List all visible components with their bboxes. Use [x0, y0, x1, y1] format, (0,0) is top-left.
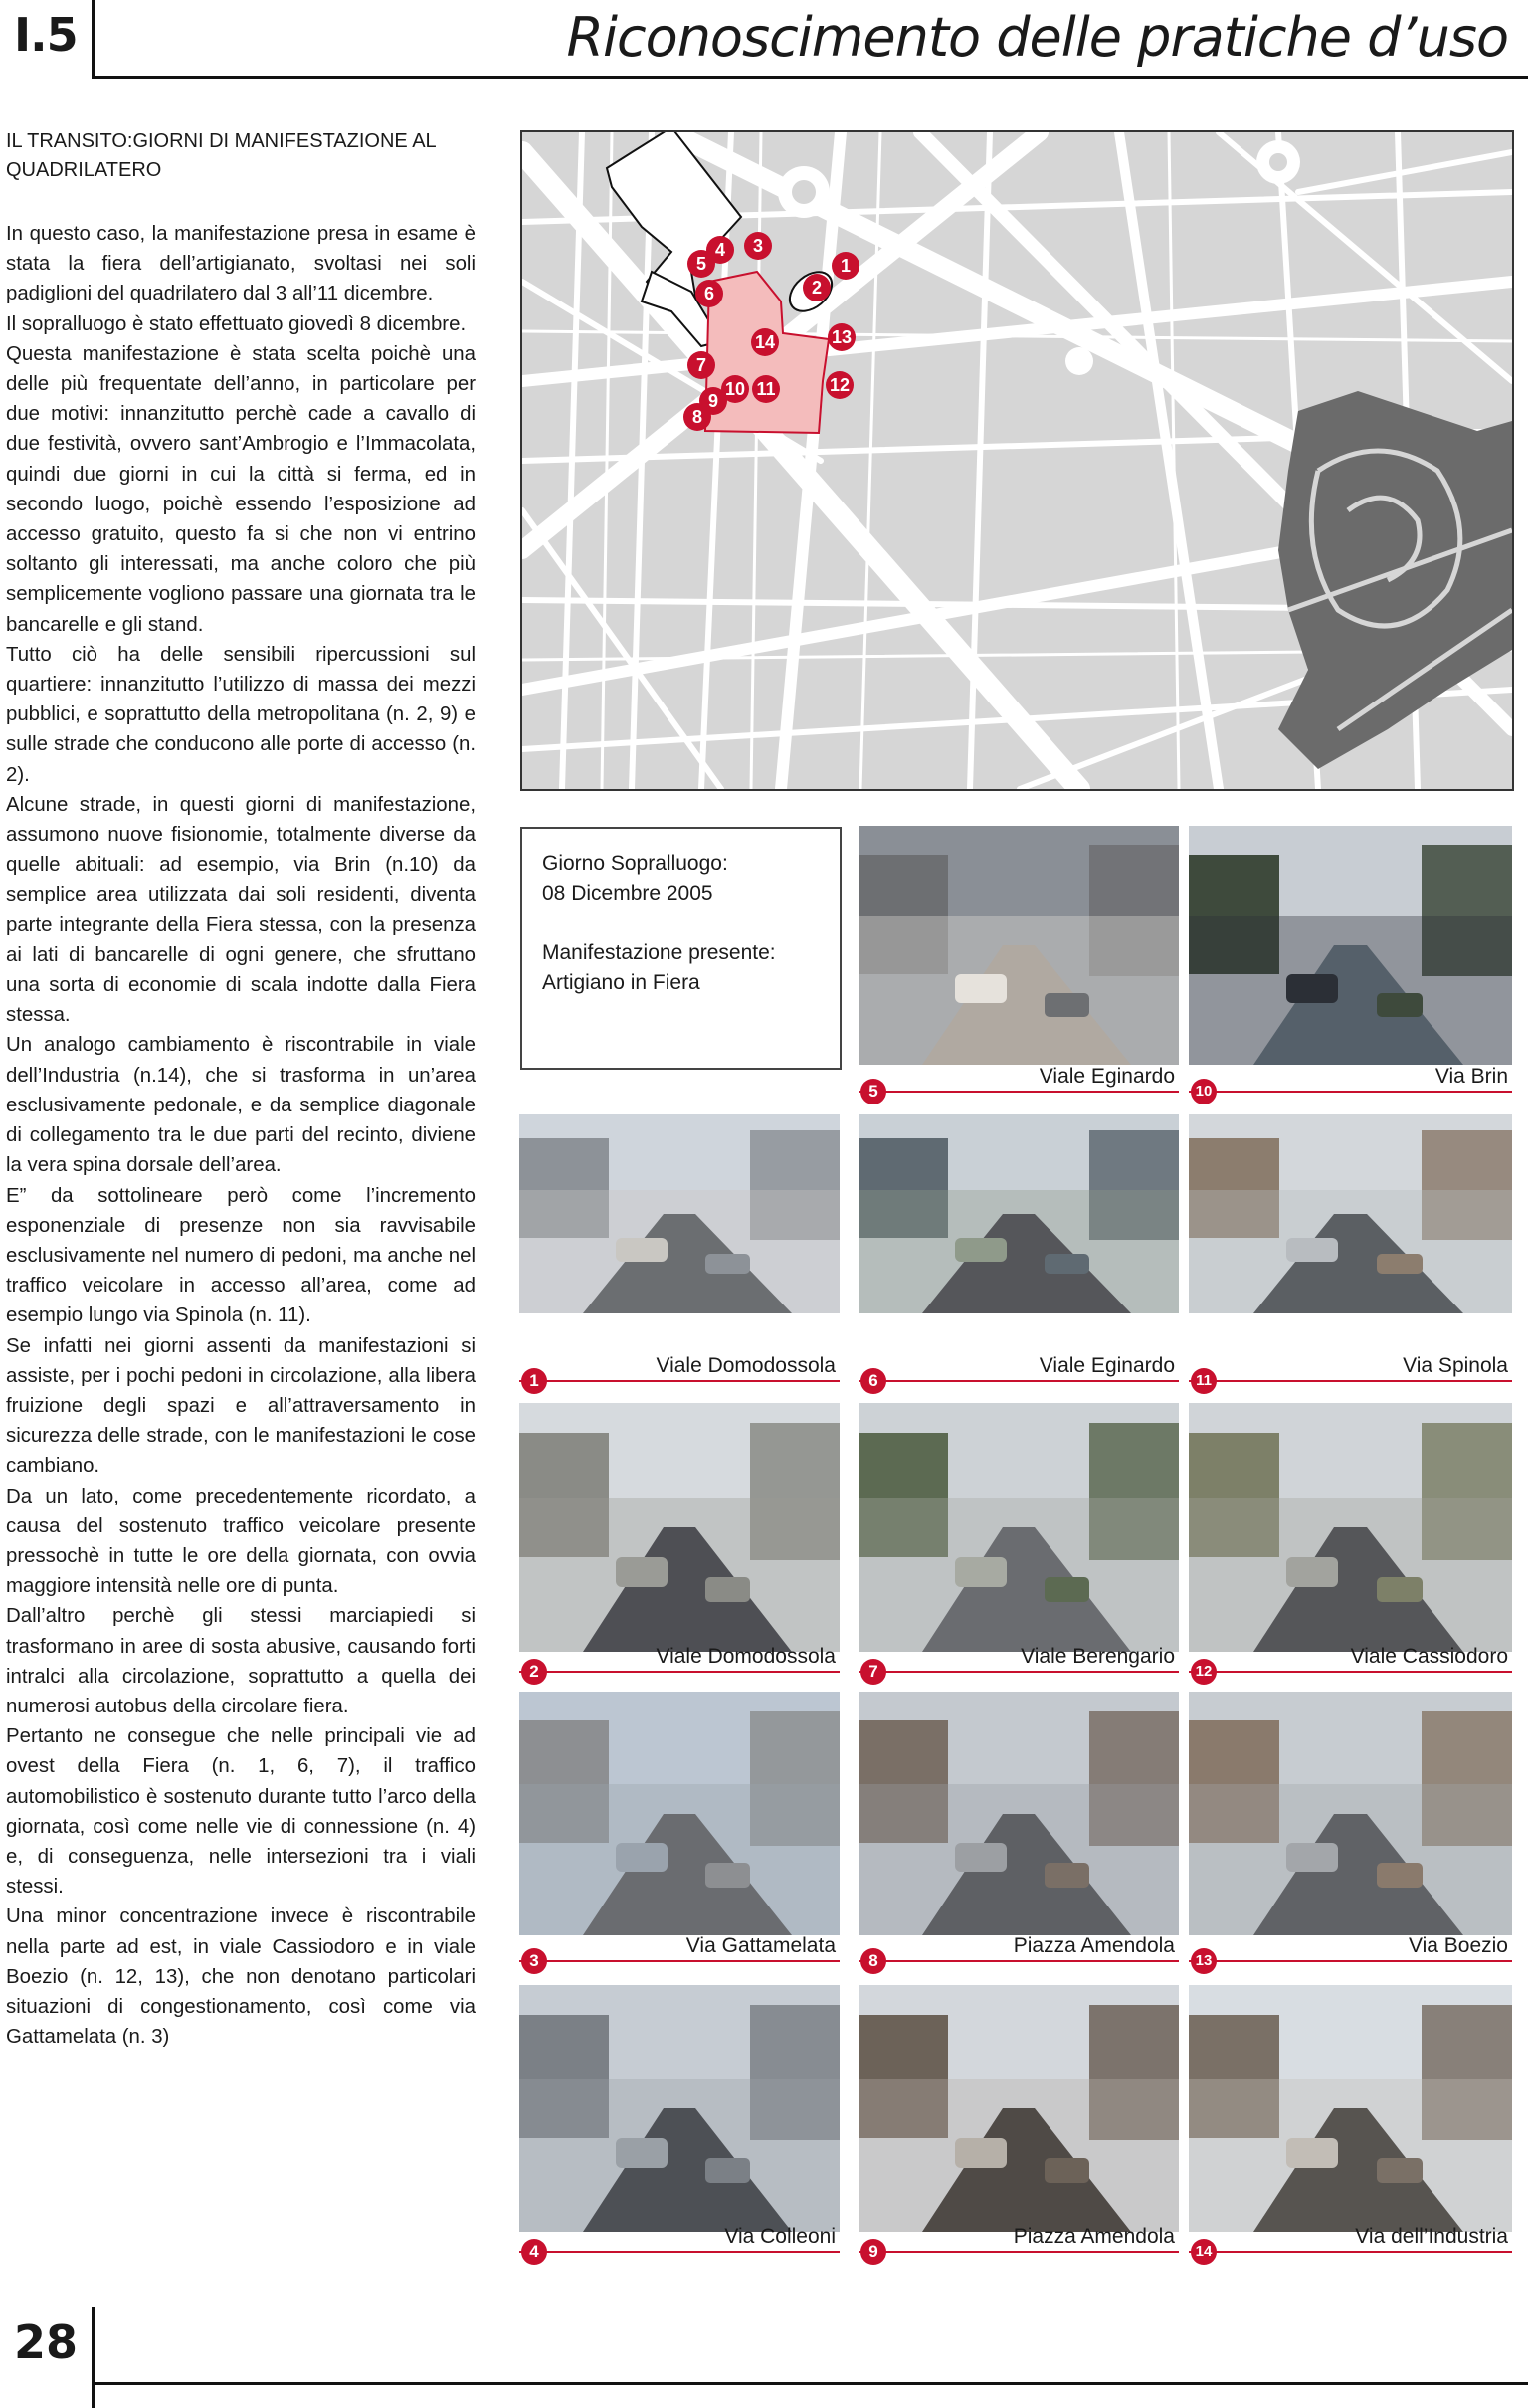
photo-flags-street: [519, 1692, 840, 1935]
map-marker-7: 7: [687, 351, 715, 379]
map-marker-5: 5: [687, 250, 715, 278]
map-marker-9: 9: [699, 387, 727, 415]
photo-pedestrian-crowd: [519, 1403, 840, 1652]
photo-caption: Piazza Amendola: [1013, 1934, 1175, 1957]
photo-street-van: [1189, 1692, 1512, 1935]
photo-number-badge: 6: [860, 1368, 886, 1394]
map-marker-14: 14: [751, 328, 779, 356]
photo-number-badge: 7: [860, 1659, 886, 1685]
paragraph: Alcune strade, in questi giorni di manifestazione, assumono nuove fisionomie, totalmente diverse da quelle abituali: ad esempio, via Brin (n.10) da semplice area utilizzata dai soli residenti, diventa parte integrante della Fiera stessa, con la presenza ai lati di bancarelle di ogni genere, che sfruttano una sorta di economie di scala indotte dalla Fiera stessa.: [6, 793, 476, 1027]
map-marker-10: 10: [721, 375, 749, 403]
paragraph: Da un lato, come precedentemente ricordato, a causa del sostenuto traffico veicolare presente pressochè in tutte le ore della giornata, con ovvia maggiore intensità nelle ore di punta.: [6, 1485, 476, 1598]
paragraph: Questa manifestazione è stata scelta poichè una delle più frequentate dell’anno, in particolare per due motivi: innanzitutto perchè cade a cavallo di due festività, ovvero sant’Ambrogio e l’Immacolata, quindi due giorni in cui la città si ferma, ed in secondo luogo, poichè essendo l’esposizione ad accesso gratuito, questo fa si che non vi entrino soltanto gli interessati, ma anche coloro che più semplicemente vogliono passare una giornata tra le bancarelle e gli stand.: [6, 342, 476, 636]
photo-caption: Via Gattamelata: [685, 1934, 836, 1957]
caption-rule: [1189, 1380, 1512, 1382]
paragraph: In questo caso, la manifestazione presa in esame è stata la fiera dell’artigianato, svoltasi nei soli padiglioni del quadrilatero dal 3 all’11 dicembre.: [6, 223, 476, 305]
photo-caption: Viale Domodossola: [656, 1645, 836, 1668]
paragraph: Pertanto ne consegue che nelle principali vie ad ovest della Fiera (n. 1, 6, 7), il traffico automobilistico è sostenuto durante tutto l’arco della giornata, così come nelle vie di connessione (n. 4) e, di conseguenza, nelle intersezioni tra i viali stessi.: [6, 1725, 476, 1899]
photo-number-badge: 1: [521, 1368, 547, 1394]
footer-vertical-rule: [92, 2307, 96, 2408]
map-marker-2: 2: [803, 274, 831, 301]
header-vertical-rule: [92, 0, 96, 78]
footer-horizontal-rule: [92, 2382, 1528, 2385]
map-marker-12: 12: [826, 371, 854, 399]
district-map: [520, 130, 1514, 791]
survey-date-label: Giorno Sopralluogo:: [542, 852, 728, 875]
paragraph: Se infatti nei giorni assenti da manifestazioni si assiste, per i pochi pedoni in circolazione, alla libera fruizione degli spazi e all’attraversamento in sicurezza delle strade, con le manifestazioni le cose cambiano.: [6, 1334, 476, 1478]
photo-overpass-walkway: [519, 1985, 840, 2232]
photo-pedestrian-fair-street: [1189, 1985, 1512, 2232]
map-marker-4: 4: [706, 236, 734, 264]
photo-number-badge: 4: [521, 2239, 547, 2265]
photo-caption: Via dell’Industria: [1355, 2225, 1508, 2248]
photo-caption: Via Spinola: [1403, 1354, 1508, 1377]
photo-traffic-crossing: [519, 1114, 840, 1313]
photo-number-badge: 3: [521, 1948, 547, 1974]
map-drawing: [522, 132, 1512, 789]
section-subtitle: IL TRANSITO:GIORNI DI MANIFESTAZIONE AL QUADRILATERO: [6, 130, 436, 181]
caption-rule: [519, 1960, 840, 1962]
photo-caption: Viale Domodossola: [656, 1354, 836, 1377]
photo-boulevard-traffic: [859, 1114, 1179, 1313]
paragraph: Il sopralluogo è stato effettuato giovedì 8 dicembre.: [6, 312, 467, 335]
page-title: Riconoscimento delle pratiche d’uso: [566, 6, 1508, 69]
map-marker-3: 3: [744, 232, 772, 260]
photo-number-badge: 2: [521, 1659, 547, 1685]
photo-caption: Viale Eginardo: [1039, 1354, 1175, 1377]
photo-caption: Piazza Amendola: [1013, 2225, 1175, 2248]
header-horizontal-rule: [92, 76, 1528, 79]
map-marker-11: 11: [752, 375, 780, 403]
photo-caption: Via Brin: [1434, 1065, 1508, 1088]
caption-rule: [519, 1380, 840, 1382]
photo-market-stalls: [1189, 826, 1512, 1065]
photo-square-traffic: [859, 1692, 1179, 1935]
caption-rule: [1189, 1960, 1512, 1962]
caption-rule: [1189, 1671, 1512, 1673]
photo-sidewalk-pedestrians: [1189, 1403, 1512, 1652]
survey-info-box: [520, 827, 842, 1070]
photo-parked-cars: [1189, 1114, 1512, 1313]
map-marker-1: 1: [832, 252, 860, 280]
survey-date-value: 08 Dicembre 2005: [542, 882, 713, 904]
photo-caption: Viale Cassiodoro: [1350, 1645, 1508, 1668]
caption-rule: [859, 1671, 1179, 1673]
caption-rule: [859, 1091, 1179, 1093]
photo-number-badge: 12: [1191, 1659, 1217, 1685]
caption-rule: [519, 2251, 840, 2253]
photo-caption: Via Boezio: [1408, 1934, 1508, 1957]
paragraph: Un analogo cambiamento è riscontrabile in viale dell’Industria (n.14), che si trasforma in un’area esclusivamente pedonale, e da semplice diagonale di collegamento tra le due parti del recinto, diviene la vera spina dorsale dell’area.: [6, 1034, 476, 1177]
paragraph: Tutto ciò ha delle sensibili ripercussioni sul quartiere: innanzitutto l’utilizzo di massa dei mezzi pubblici, e soprattutto della metropolitana (n. 2, 9) e sulle strade che conducono alle porte di accesso (n. 2).: [6, 643, 476, 786]
photo-number-badge: 14: [1191, 2239, 1217, 2265]
caption-rule: [859, 1380, 1179, 1382]
map-marker-8: 8: [683, 403, 711, 431]
photo-caption: Via Colleoni: [724, 2225, 836, 2248]
photo-caption: Viale Eginardo: [1039, 1065, 1175, 1088]
photo-number-badge: 5: [860, 1079, 886, 1104]
paragraph: Una minor concentrazione invece è riscontrabile nella parte ad est, in viale Cassiodoro e in viale Boezio (n. 12, 13), che non denotano particolari situazioni di congestionamento, così come via Gattamelata (n. 3): [6, 1906, 476, 2049]
caption-rule: [859, 1960, 1179, 1962]
caption-rule: [1189, 1091, 1512, 1093]
caption-rule: [1189, 2251, 1512, 2253]
photo-number-badge: 13: [1191, 1948, 1217, 1974]
photo-tram-stop-litter: [859, 826, 1179, 1065]
map-marker-6: 6: [695, 280, 723, 307]
paragraph: E” da sottolineare però come l’incremento esponenziale di presenze non sia ravvisabile esclusivamente nel numero di pedoni, ma anche nel traffico veicolare in accesso all’area, come ad esempio lungo via Spinola (n. 11).: [6, 1184, 476, 1327]
photo-number-badge: 8: [860, 1948, 886, 1974]
photo-number-badge: 9: [860, 2239, 886, 2265]
caption-rule: [519, 1671, 840, 1673]
caption-rule: [859, 2251, 1179, 2253]
map-marker-13: 13: [828, 323, 856, 351]
body-text: [6, 219, 476, 2052]
section-number: I.5: [14, 8, 78, 62]
photo-number-badge: 10: [1191, 1079, 1217, 1104]
photo-square-crowd: [859, 1985, 1179, 2232]
photo-number-badge: 11: [1191, 1368, 1217, 1394]
photo-caption: Viale Berengario: [1021, 1645, 1175, 1668]
event-label: Manifestazione presente:: [542, 941, 776, 964]
page-number: 28: [14, 2315, 79, 2369]
photo-tree-lined-avenue: [859, 1403, 1179, 1652]
event-value: Artigiano in Fiera: [542, 971, 700, 994]
paragraph: Dall’altro perchè gli stessi marciapiedi si trasformano in aree di sosta abusive, causando forti intralci alla circolazione, soprattutto a quella dei numerosi autobus della circolare fiera.: [6, 1605, 476, 1717]
